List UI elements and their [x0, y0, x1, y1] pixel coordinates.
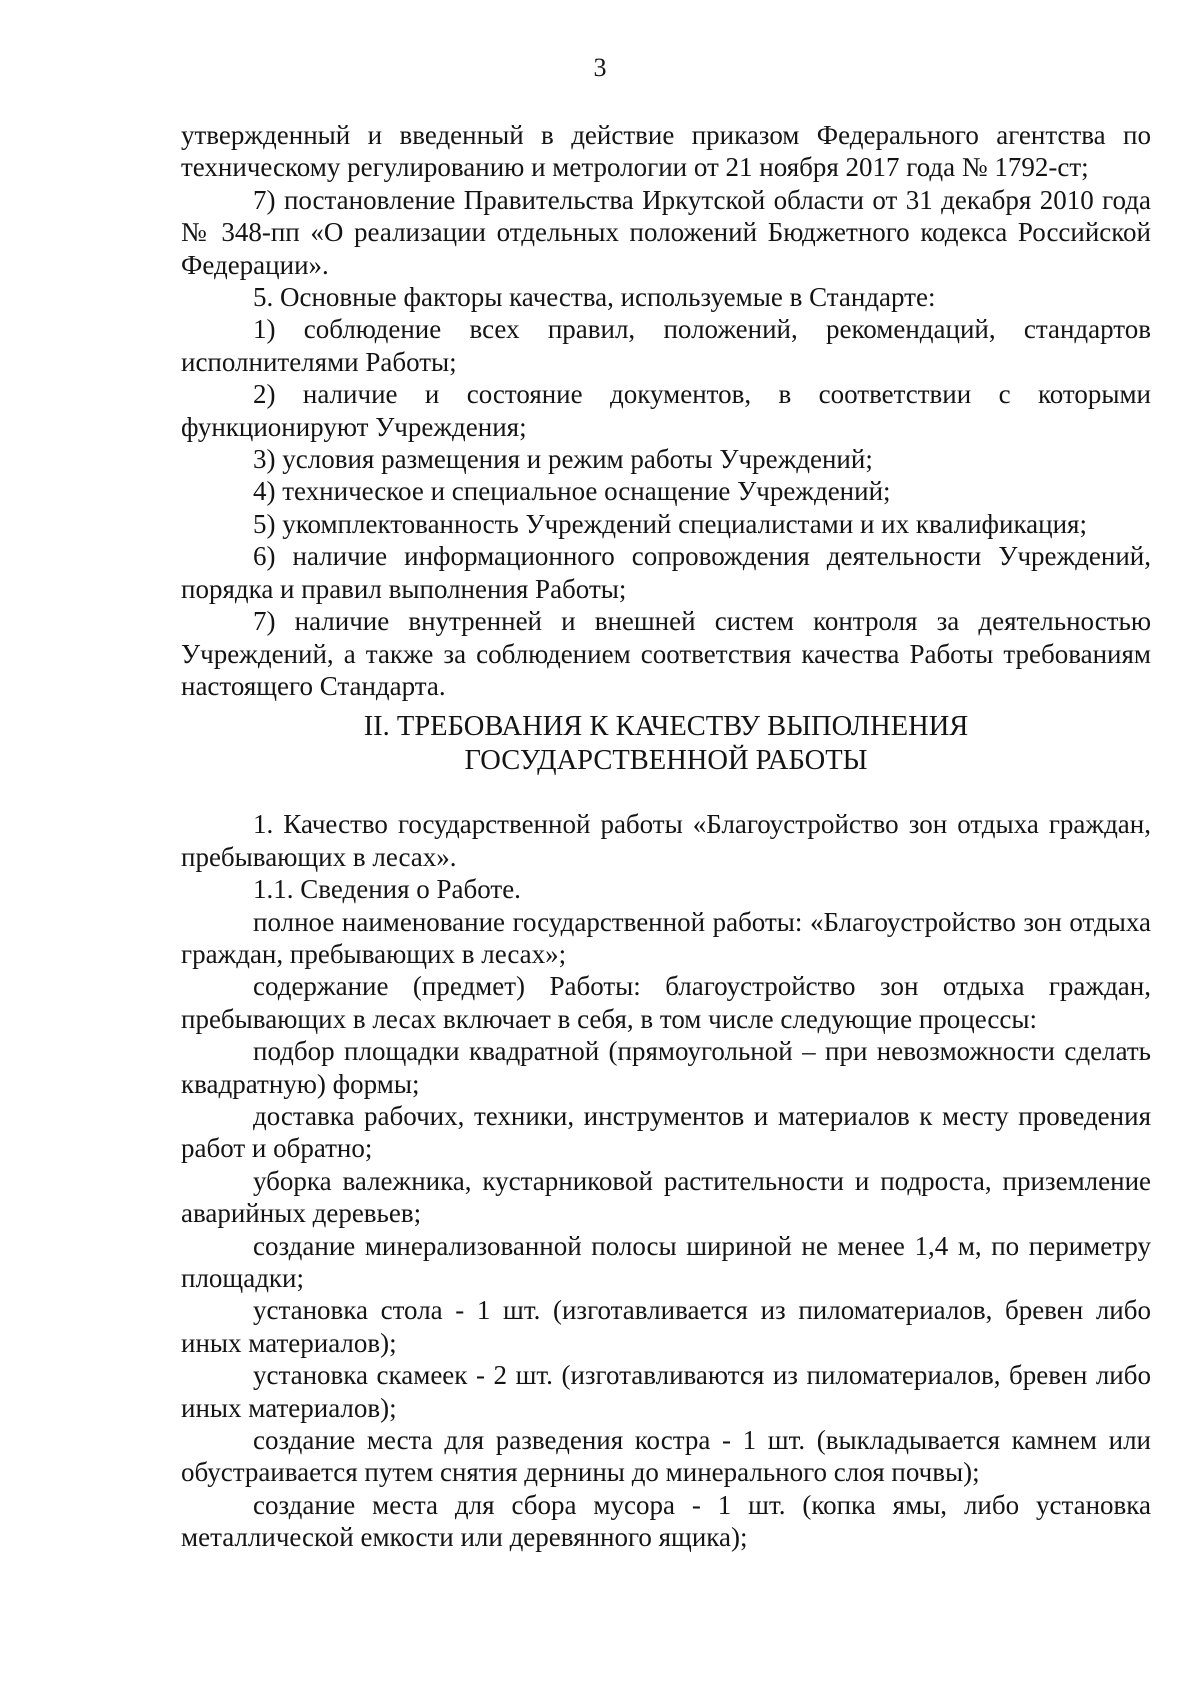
paragraph: 6) наличие информационного сопровождения деятельности Учреждений, порядка и правил выполнения Работы;: [181, 541, 1151, 604]
section-heading: [181, 710, 1151, 778]
paragraph: 2) наличие и состояние документов, в соответствии с которыми функционируют Учреждения;: [181, 379, 1151, 442]
paragraph: 5) укомплектованность Учреждений специалистами и их квалификация;: [253, 508, 1087, 539]
paragraph: 1.1. Сведения о Работе.: [253, 874, 521, 905]
paragraph: 5. Основные факторы качества, используемые в Стандарте:: [253, 282, 936, 313]
paragraph: доставка рабочих, техники, инструментов и материалов к месту проведения работ и обратно;: [181, 1100, 1151, 1164]
paragraph: подбор площадки квадратной (прямоугольной – при невозможности сделать квадратную) формы;: [181, 1036, 1151, 1099]
paragraph: 4) техническое и специальное оснащение Учреждений;: [253, 476, 891, 507]
paragraph: создание минерализованной полосы шириной не менее 1,4 м, по периметру площадки;: [181, 1230, 1151, 1293]
section-heading-line-1: II. ТРЕБОВАНИЯ К КАЧЕСТВУ ВЫПОЛНЕНИЯ: [363, 711, 969, 743]
paragraph: 1. Качество государственной работы «Благоустройство зон отдыха граждан, пребывающих в лесах».: [181, 809, 1151, 872]
page-number: 3: [593, 53, 607, 82]
paragraph: утвержденный и введенный в действие приказом Федерального агентства по техническому регулированию и метрологии от 21 ноября 2017 года № 1792-ст;: [181, 120, 1151, 183]
paragraph: уборка валежника, кустарниковой растительности и подроста, приземление аварийных деревьев;: [181, 1165, 1151, 1229]
paragraph: создание места для разведения костра - 1 шт. (выкладывается камнем или обустраивается путем снятия дернины до минерального слоя почвы);: [181, 1425, 1151, 1488]
paragraph: содержание (предмет) Работы: благоустройство зон отдыха граждан, пребывающих в лесах включает в себя, в том числе следующие процессы:: [181, 971, 1151, 1034]
document-body: [181, 119, 1151, 1554]
paragraph: установка стола - 1 шт. (изготавливается из пиломатериалов, бревен либо иных материалов);: [181, 1295, 1151, 1358]
paragraph: 3) условия размещения и режим работы Учреждений;: [253, 444, 873, 475]
paragraph: 7) наличие внутренней и внешней систем контроля за деятельностью Учреждений, а также за соблюдением соответствия качества Работы требованиям настоящего Стандарта.: [181, 606, 1151, 701]
section-heading-line-2: ГОСУДАРСТВЕННОЙ РАБОТЫ: [464, 745, 868, 777]
spacer: [181, 778, 1151, 808]
paragraph: 1) соблюдение всех правил, положений, рекомендаций, стандартов исполнителями Работы;: [181, 314, 1151, 377]
paragraph: полное наименование государственной работы: «Благоустройство зон отдыха граждан, пребывающих в лесах»;: [181, 906, 1151, 969]
paragraph: создание места для сбора мусора - 1 шт. (копка ямы, либо установка металлической емкости или деревянного ящика);: [181, 1489, 1151, 1553]
paragraph: 7) постановление Правительства Иркутской области от 31 декабря 2010 года № 348-пп «О реализации отдельных положений Бюджетного кодекса Российской Федерации».: [181, 184, 1151, 280]
paragraph: установка скамеек - 2 шт. (изготавливаются из пиломатериалов, бревен либо иных материалов);: [181, 1360, 1151, 1423]
